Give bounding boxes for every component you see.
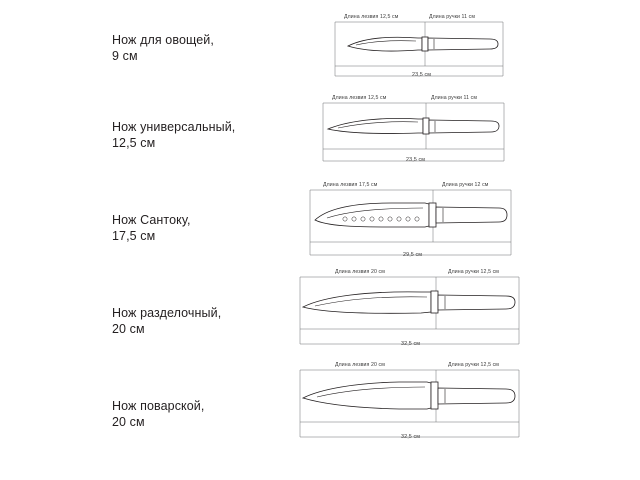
knife-label-chef (112, 398, 302, 430)
handle-length-label-carving: Длина ручки 12,5 см (448, 269, 499, 275)
total-length-label-santoku: 29,5 см (403, 252, 423, 258)
knife-size-paring: 9 см (112, 49, 138, 63)
blade-length-label-utility: Длина лезвия 12,5 см (332, 95, 387, 101)
knife-diagram-chef (295, 362, 535, 446)
handle-length-label-paring: Длина ручки 11 см (429, 14, 476, 20)
knife-diagram-paring (330, 14, 530, 84)
knife-diagram-carving (295, 269, 535, 353)
knife-label-paring (112, 32, 302, 64)
knife-size-santoku: 17,5 см (112, 229, 156, 243)
knife-label-carving (112, 305, 302, 337)
handle-length-label-utility: Длина ручки 11 см (431, 95, 478, 101)
knife-diagram-santoku (305, 182, 530, 264)
knife-name-paring: Нож для овощей, (112, 33, 214, 47)
total-length-label-chef: 32,5 см (401, 434, 421, 440)
knife-name-utility: Нож универсальный, (112, 120, 236, 134)
knife-size-chef: 20 см (112, 415, 145, 429)
blade-length-label-paring: Длина лезвия 12,5 см (344, 14, 399, 20)
total-length-label-carving: 32,5 см (401, 341, 421, 347)
knife-label-santoku (112, 212, 302, 244)
knife-name-carving: Нож разделочный, (112, 306, 222, 320)
blade-length-label-chef: Длина лезвия 20 см (335, 362, 385, 368)
handle-length-label-chef: Длина ручки 12,5 см (448, 362, 499, 368)
knife-label-utility (112, 119, 302, 151)
knife-name-chef: Нож поварской, (112, 399, 205, 413)
blade-length-label-santoku: Длина лезвия 17,5 см (323, 182, 378, 188)
knife-name-santoku: Нож Сантоку, (112, 213, 191, 227)
knife-diagram-utility (318, 95, 528, 169)
total-length-label-paring: 23,5 см (412, 72, 432, 78)
knife-size-carving: 20 см (112, 322, 145, 336)
handle-length-label-santoku: Длина ручки 12 см (442, 182, 489, 188)
total-length-label-utility: 23,5 см (406, 157, 426, 163)
blade-length-label-carving: Длина лезвия 20 см (335, 269, 385, 275)
knife-size-utility: 12,5 см (112, 136, 156, 150)
